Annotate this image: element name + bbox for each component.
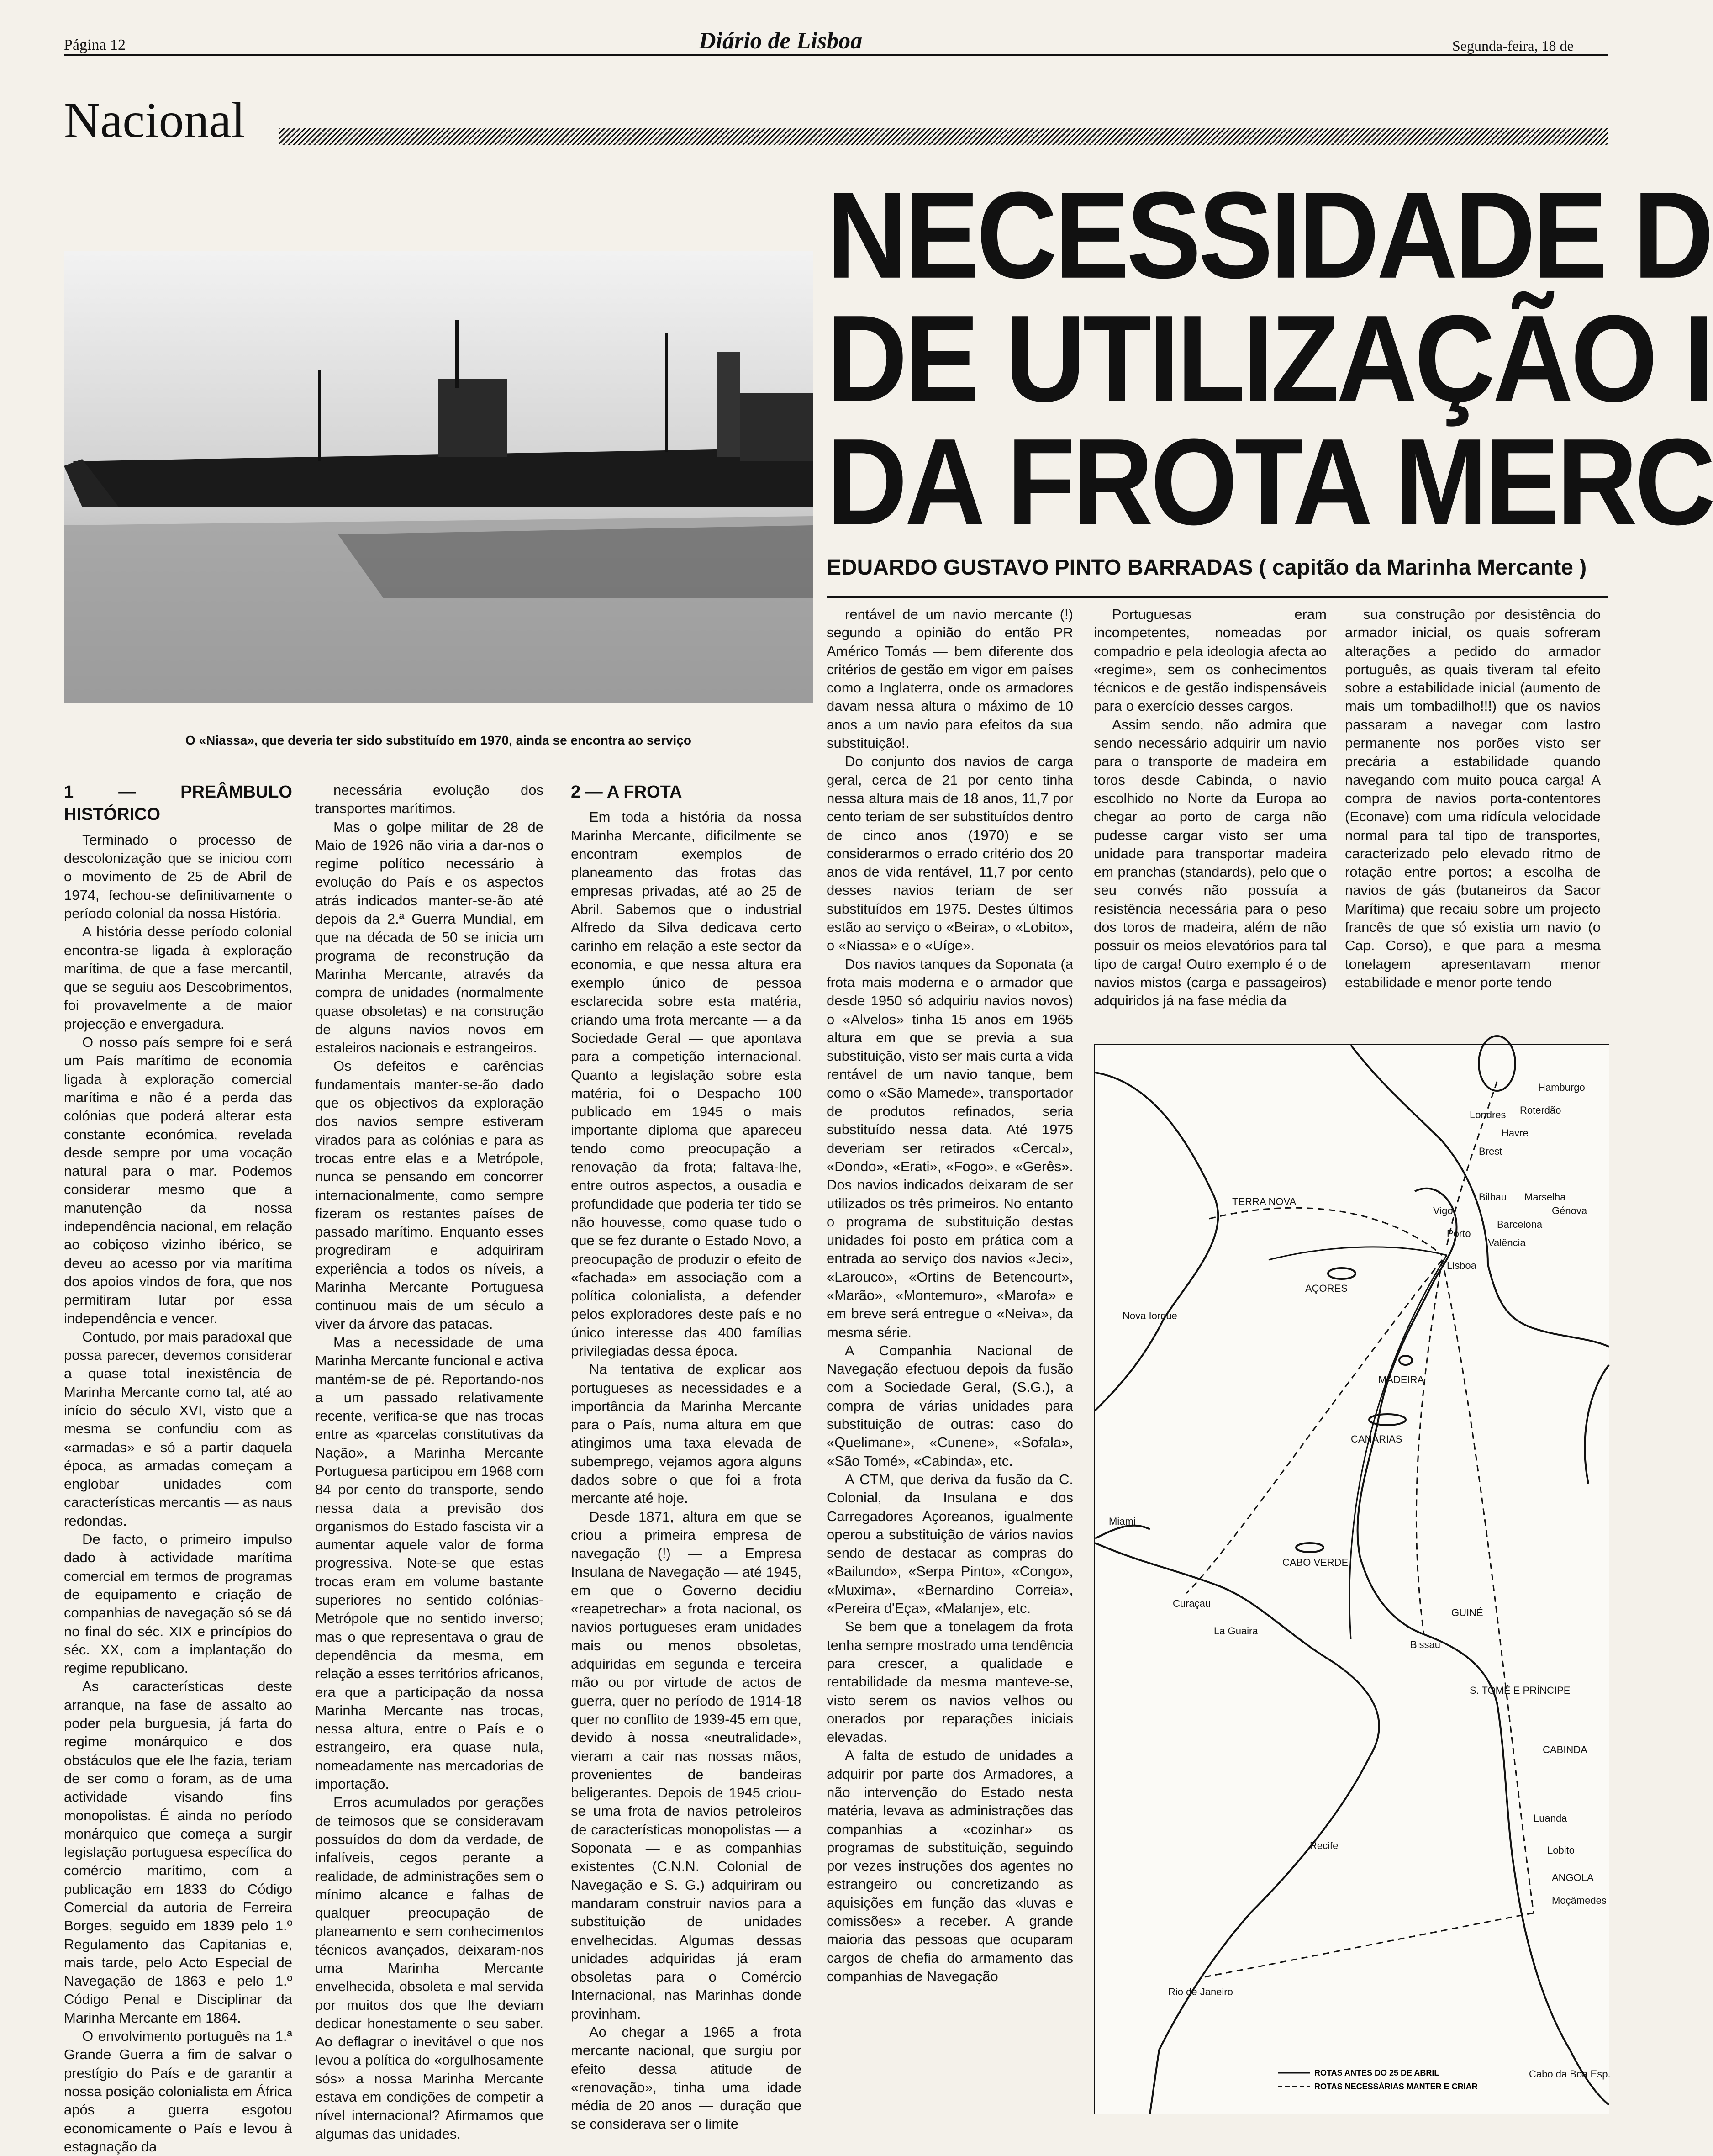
map-label: Bissau: [1410, 1639, 1441, 1650]
byline-rule: [827, 596, 1608, 598]
route-north-europe: [1447, 1082, 1497, 1246]
map-label: CABINDA: [1543, 1744, 1587, 1755]
paragraph: A falta de estudo de unidades a adquirir por parte dos Armadores, a não intervenção do Estado nesta matéria, levava as administrações das companhias a «cozinhar» os programas de substituição, seguindo por vezes instruções dos agentes no estrangeiro ou concretizando as aquisições em função das «luvas e comissões» a receber. A grande maioria das pessoas que ocuparam cargos de chefia do armamento das companhias de Navegação: [827, 1747, 1073, 1984]
map-label: Bilbau: [1479, 1191, 1507, 1203]
routes-map-drawing: [1095, 1045, 1609, 2114]
route-solid-africa: [1349, 1255, 1447, 1639]
map-label: Recife: [1310, 1840, 1339, 1851]
legend-item-1: ROTAS ANTES DO 25 DE ABRIL: [1314, 2068, 1439, 2077]
map-label: GUINÉ: [1451, 1607, 1483, 1618]
paragraph: Mas a necessidade de uma Marinha Mercante funcional e activa mantém-se de pé. Reportando-nos a um passado relativamente recente, verifica-se que nas trocas entre as «parcelas constitutivas da Nação», a Marinha Mercante Portuguesa participou em 1968 com 84 por cento do transporte, sendo nessa data a previsão dos organismos do Estado fascista vir a aumentar aquele valor de forma progressiva. Note-se que estas trocas eram em volume bastante superiores no sentido colónias-Metrópole que no sentido inverso; mas o que representava o grau de dependência da mesma, em relação a esses territórios africanos, era que a participação da nossa Marinha Mercante nas trocas, nessa altura, entre o País e o estrangeiro, era quase nula, nomeadamente nas mercadorias de importação.: [315, 1334, 543, 1792]
masthead: Diário de Lisboa: [699, 28, 863, 54]
paragraph: Assim sendo, não admira que sendo necessário adquirir um navio para o transporte de madeira em toros desde Cabinda, o navio escolhido no Norte da Europa ao chegar ao porto de carga não pudesse cargar visto ser uma unidade para transportar madeira em pranchas (standards), pelo que o seu convés não possuía a resistência necessária para o peso dos toros de madeira, além de não possuir os meios elevatórios para tal tipo de carga! Outro exemplo é o de navios mistos (carga e passageiros) adquiridos já na fase média da: [1094, 716, 1327, 1009]
map-label: Luanda: [1534, 1813, 1567, 1824]
article-column-4: [827, 605, 1073, 2133]
map-label: MADEIRA: [1378, 1374, 1424, 1385]
route-lisboa-luanda: [1442, 1260, 1534, 1913]
headline-line-1: NECESSIDADE D: [827, 166, 1711, 304]
map-label: Vigo: [1433, 1205, 1453, 1216]
article-column-5: [1094, 605, 1327, 1035]
page-number: Página 12: [64, 37, 126, 53]
article-column-1: [64, 781, 292, 2155]
north-america-coast: [1095, 1073, 1218, 1411]
paragraph: De facto, o primeiro impulso dado à actividade marítima comercial em termos de programas de equipamento e criação de companhias de navegação só se dá no final do séc. XIX e princípios do séc. XX, com a implantação do regime republicano.: [64, 1531, 292, 1676]
map-label: CANÁRIAS: [1351, 1433, 1402, 1445]
paragraph: Os defeitos e carências fundamentais manter-se-ão dado que os objectivos da exploração dos navios sempre estiveram virados para as colónias e para as trocas entre elas e a Metrópole, nunca se pensando em concorrer internacionalmente, como sempre fizeram os restantes países de passado marítimo. Enquanto esses progrediram e adquiriram experiência a todos os níveis, a Marinha Mercante Portuguesa continuou mais de um século a viver da árvore das patacas.: [315, 1058, 543, 1332]
madeira-island: [1399, 1356, 1412, 1365]
map-label: Lisboa: [1447, 1260, 1476, 1271]
paragraph: Se bem que a tonelagem da frota tenha sempre mostrado uma tendência para crescer, a qualidade e rentabilidade da mesma manteve-se, visto serem os navios velhos ou onerados por reparações iniciais elevadas.: [827, 1618, 1073, 1745]
map-label: Brest: [1479, 1146, 1502, 1157]
route-luanda-rio: [1205, 1913, 1534, 1977]
map-label: Barcelona: [1497, 1219, 1543, 1230]
map-label: Londres: [1470, 1109, 1506, 1120]
section-1-title: 1 — PREÂMBULO HISTÓRICO: [64, 782, 292, 824]
paragraph: sua construção por desistência do armador inicial, os quais sofreram alterações a pedido do armador português, as quais tiveram tal efeito sobre a estabilidade inicial (aumento de mais um tombadilho!!!) que os navios passaram a navegar com lastro permanente nos porões visto ser precária a estabilidade quando navegando com muito pouca carga! A compra de navios porta-contentores (Econave) com uma ridícula velocidade normal para tal tipo de transportes, caracterizado pelo elevado ritmo de rotação entre portos; a escolha de navios de gás (butaneiros da Sacor Marítima) que recaiu sobre um projecto francês de que só existia um navio (o Cap. Corso), e que para a mesma tonelagem apresentavam menor estabilidade e menor porte tendo: [1345, 606, 1601, 990]
paragraph: Portuguesas eram incompetentes, nomeadas por compadrio e pela ideologia afecta ao «regime», sem os conhecimentos técnicos e de gestão indispensáveis para o exercício desses cargos.: [1094, 606, 1327, 714]
paragraph: necessária evolução dos transportes marítimos.: [315, 782, 543, 817]
photo-caption: O «Niassa», que deveria ter sido substituído em 1970, ainda se encontra ao serviço: [185, 733, 691, 747]
map-label: Marselha: [1524, 1191, 1566, 1203]
map-label: Hamburgo: [1538, 1082, 1585, 1093]
map-legend: [1278, 2068, 1478, 2091]
map-label: Valência: [1488, 1237, 1526, 1248]
caribbean-coast: [1095, 1526, 1150, 1538]
article-column-3: [571, 781, 801, 2133]
paragraph: rentável de um navio mercante (!) segundo a opinião do então PR Américo Tomás — bem diferente dos critérios de gestão em vigor em países como a Inglaterra, onde os armadores davam nessa altura o máximo de 10 anos a um navio para efeitos da sua substituição!.: [827, 606, 1073, 751]
map-label: La Guaira: [1214, 1625, 1258, 1637]
route-solid-atlantic: [1269, 1247, 1447, 1260]
map-label: ANGOLA: [1552, 1872, 1594, 1883]
page-header: [64, 27, 1608, 55]
routes-map: [1094, 1044, 1609, 2114]
paragraph: Na tentativa de explicar aos portugueses as necessidades e a importância da Marinha Mercante para o País, numa altura em que atingimos uma taxa elevada de subemprego, vejamos agora alguns dados sobre o que foi a frota mercante até hoje.: [571, 1361, 801, 1506]
map-label: Havre: [1502, 1127, 1529, 1139]
map-label: Roterdão: [1520, 1104, 1561, 1116]
article-column-2: [315, 781, 543, 2142]
map-label: AÇORES: [1305, 1283, 1348, 1294]
map-label: Miami: [1109, 1516, 1136, 1527]
paragraph: O nosso país sempre foi e será um País marítimo de economia ligada à exploração comercial marítima e não é a perda das colónias que poderá alterar esta constante económica, revelada desde sempre por uma vocação natural para o mar. Podemos considerar mesmo que a manutenção da nossa independência nacional, em relação ao cobiçoso vizinho ibérico, se deveu ao acesso por via marítima dos apoios vindos de fora, que nos permitiram lutar por essa independência e vencer.: [64, 1034, 292, 1326]
map-label: Cabo da Boa Esp.: [1529, 2068, 1611, 2080]
map-label: S. TOMÉ E PRÍNCIPE: [1470, 1685, 1571, 1696]
paragraph: As características deste arranque, na fase de assalto ao poder pela burguesia, já farta do regime monárquico e dos obstáculos que ele lhe fazia, teriam de ser como o foram, as de uma actividade visando fins monopolistas. É ainda no período monárquico que começa a surgir legislação portuguesa específica do comércio marítimo, com a publicação em 1833 do Código Comercial da autoria de Ferreira Borges, seguido em 1839 pelo 1.º Regulamento das Capitanias e, mais tarde, pelo Acto Especial de Navegação de 1863 e pelo 1.º Código Penal e Disciplinar da Marinha Mercante em 1864.: [64, 1678, 292, 2026]
map-label: TERRA NOVA: [1232, 1196, 1297, 1207]
paragraph: Erros acumulados por gerações de teimosos que se consideravam possuídos do dom da verdade, de infalíveis, cegos perante a realidade, de administrações sem o mínimo alcance e falhas de qualquer preocupação de planeamento e sem conhecimentos técnicos avançados, deixaram-nos uma Marinha Mercante envelhecida, obsoleta e mal servida por muitos dos que lhe deviam dedicar honestamente o seu saber. Ao deflagrar o inevitável o que nos levou a política do «orgulhosamente sós» a nossa Marinha Mercante estava em condições de competir a nível internacional? Afirmamos que algumas das unidades.: [315, 1794, 543, 2142]
legend-item-2: ROTAS NECESSÁRIAS MANTER E CRIAR: [1314, 2082, 1478, 2091]
map-label: CABO VERDE: [1282, 1557, 1349, 1568]
paragraph: A CTM, que deriva da fusão da C. Colonial, da Insulana e dos Carregadores Açoreanos, igualmente operou a substituição de vários navios sendo de destacar as compras do «Bailundo», «Serpa Pinto», «Congo», «Muxima», «Bernardino Correia», «Pereira d'Eça», «Malanje», etc.: [827, 1471, 1073, 1617]
paragraph: Mas o golpe militar de 28 de Maio de 1926 não viria a dar-nos o regime político necessário à evolução do País e os aspectos atrás indicados manter-se-ão até depois da 2.ª Guerra Mundial, em que na década de 50 se inicia um programa de reconstrução da Marinha Mercante, através da compra de unidades (normalmente quase obsoletas) e na construção de alguns navios novos em estaleiros nacionais e estrangeiros.: [315, 819, 543, 1056]
map-label: Lobito: [1547, 1844, 1575, 1856]
paragraph: Dos navios tanques da Soponata (a frota mais moderna e o armador que desde 1950 só adquiriu navios novos) o «Alvelos» tinha 15 anos em 1965 altura em que se previa a sua substituição, visto ser mais curta a vida rentável de um navio tanque, bem como o «São Mamede», transportador de produtos refinados, seria substituído nessa data. Até 1975 deveriam ser retirados «Cercal», «Dondo», «Erati», «Fogo», e «Gerês». Dos navios indicados deixaram de ser utilizados os três primeiros. No entanto o programa de substituição destas unidades foi posto em prática com a entrada ao serviço dos navios «Jeci», «Larouco», «Ortins de Betencourt», «Marão», «Montemuro», «Marofa» e em breve será entregue o «Neiva», da mesma série.: [827, 956, 1073, 1340]
paragraph: O envolvimento português na 1.ª Grande Guerra a fim de salvar o prestígio do País e de garantir a nossa posição colonialista em África após a guerra esgotou economicamente o País e levou à estagnação da: [64, 2028, 292, 2155]
paragraph: Contudo, por mais paradoxal que possa parecer, devemos considerar a quase total inexistência de Marinha Mercante como tal, até ao início do século XVI, visto que a mesma se confundiu com as «armadas» e só a partir daquela época, as armadas começam a englobar unidades com características mercantis — as naus redondas.: [64, 1328, 292, 1529]
map-label: Curaçau: [1173, 1598, 1211, 1609]
section-2-title: 2 — A FROTA: [571, 782, 682, 802]
map-label: Moçâmedes: [1552, 1895, 1607, 1906]
paragraph: A Companhia Nacional de Navegação efectuou depois da fusão com a Sociedade Geral, (S.G.), a compra de várias unidades para substituição de outras: caso do «Quelimane», «Cunene», «Sofala», «São Tomé», «Cabinda», etc.: [827, 1342, 1073, 1469]
map-label: Porto: [1447, 1228, 1471, 1239]
article-column-6: [1345, 605, 1601, 1035]
paragraph: Do conjunto dos navios de carga geral, cerca de 21 por cento tinha nessa altura mais de 18 anos, 11,7 por cento teriam de ser substituídos dentro de cinco anos (1970) e se considerarmos o errado critério dos 20 anos de vida rentável, 11,7 por cento desses navios teriam de ser substituídos em 1975. Destes últimos estão ao serviço o «Beira», o «Lobito», o «Niassa» e o «Uíge».: [827, 753, 1073, 954]
header-rule: [64, 54, 1608, 56]
paragraph: Ao chegar a 1965 a frota mercante nacional, que surgiu por efeito dessa atitude de «renovação», tinha uma idade média de 20 anos — duração que se considerava ser o limite: [571, 2024, 801, 2132]
section-label: Nacional: [64, 92, 246, 148]
headline-line-2: DE UTILIZAÇÃO I: [827, 289, 1712, 427]
byline: EDUARDO GUSTAVO PINTO BARRADAS ( capitão da Marinha Mercante ): [827, 555, 1587, 580]
paragraph: Terminado o processo de descolonização que se iniciou com o movimento de 25 de Abril de 1974, fechou-se definitivamente o período colonial da nossa História.: [64, 831, 292, 921]
map-label: Rio de Janeiro: [1168, 1986, 1233, 1997]
paragraph: Em toda a história da nossa Marinha Mercante, dificilmente se encontram exemplos de planeamento das frotas das empresas privadas, até ao 25 de Abril. Sabemos que o industrial Alfredo da Silva dedicava certo carinho em relação a este sector da economia, e que nessa altura era exemplo único de pessoa esclarecida sobre esta matéria, criando uma frota mercante — a da Sociedade Geral — que apontava para a competição internacional. Quanto a legislação sobre esta matéria, foi o Despacho 100 publicado em 1945 o mais importante diploma que apareceu tendo como preocupação a renovação da frota; faltava-lhe, entre outros aspectos, a ousadia e profundidade que poderia ter tido se não houvesse, como quase tudo o que se fez durante o Estado Novo, a preocupação de produzir o efeito de «fachada» em associação com a política colonialista, a defender pelos exploradores deste país e no único interesse das 400 famílias privilegiadas dessa época.: [571, 809, 801, 1359]
headline-line-3: DA FROTA MERC: [827, 412, 1713, 550]
section-rule: [279, 128, 1608, 145]
paragraph: A história desse período colonial encontra-se ligada à exploração marítima, de que a fase mercantil, que se seguiu aos Descobrimentos, foi provavelmente a de maior projecção e envergadura.: [64, 924, 292, 1032]
ship-illustration: [64, 251, 813, 703]
ship-photo: [64, 251, 813, 703]
map-label: Génova: [1552, 1205, 1587, 1216]
africa-north-coast: [1585, 1365, 1609, 1484]
map-label: Nova Iorque: [1123, 1310, 1177, 1321]
page-date: Segunda-feira, 18 de: [1452, 37, 1574, 54]
route-lisboa-bissau: [1416, 1260, 1442, 1634]
cape-verde-island: [1296, 1543, 1323, 1552]
azores-island: [1328, 1268, 1355, 1279]
paragraph: Desde 1871, altura em que se criou a primeira empresa de navegação (!) — a Empresa Insulana de Navegação — até 1945, em que o Governo decidiu «reapetrechar» a frota nacional, os navios portugueses eram unidades mais ou menos obsoletas, adquiridas em segunda e terceira mão ou por virtude de actos de guerra, quer no período de 1914-18 quer no conflito de 1939-45 em que, devido à nossa «neutralidade», vieram a cair nas nossas mãos, provenientes de bandeiras beligerantes. Depois de 1945 criou-se uma frota de navios petroleiros de características monopolistas — a Soponata — e as companhias existentes (C.N.N. Colonial de Navegação e S. G.) adquiriram ou mandaram construir navios para a substituição de unidades envelhecidas. Algumas dessas unidades adquiridas já eram obsoletas para o Comércio Internacional, nas Marinhas donde provinham.: [571, 1508, 801, 2022]
